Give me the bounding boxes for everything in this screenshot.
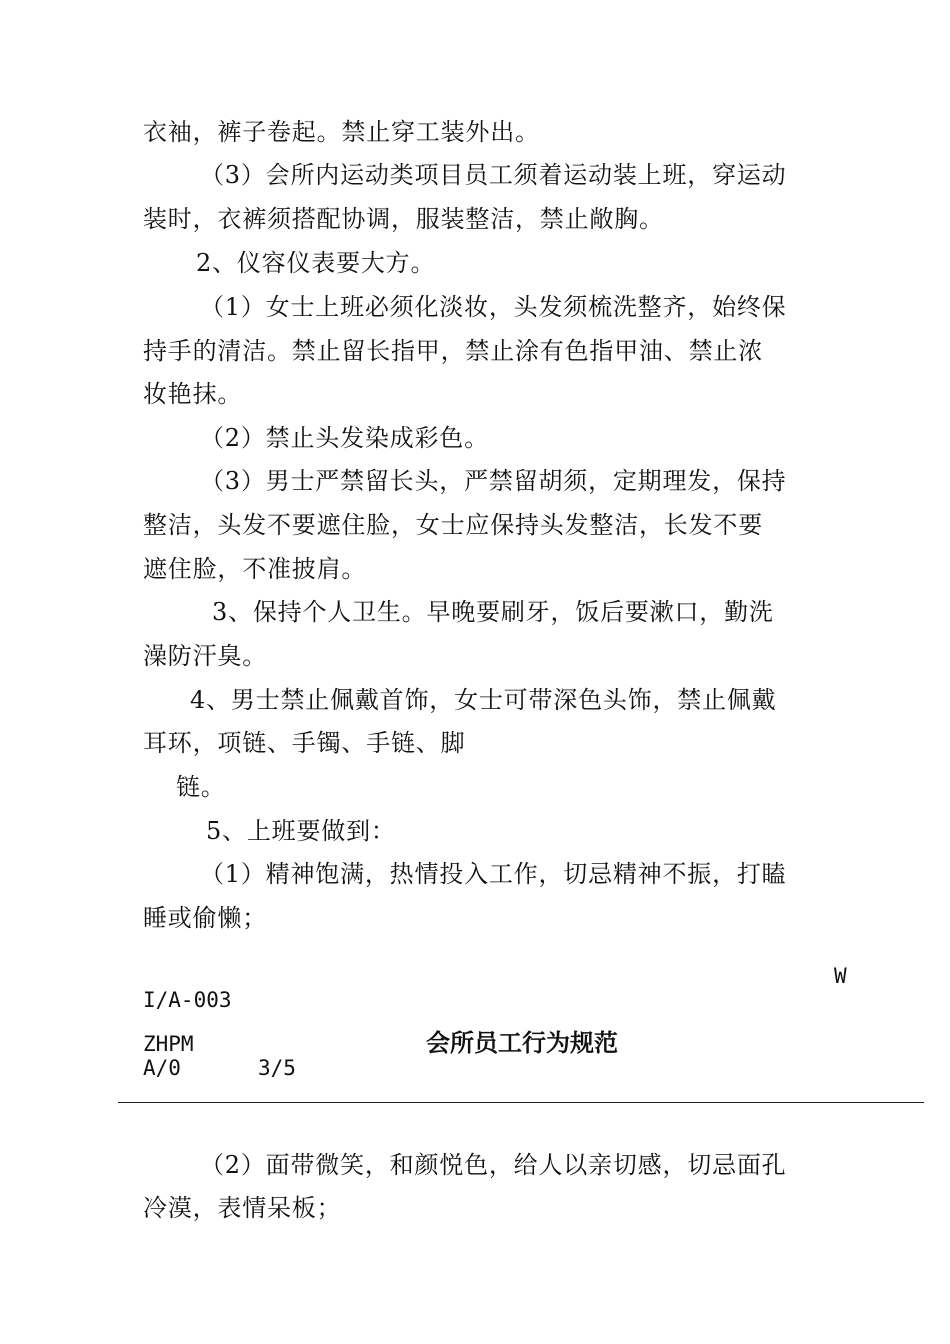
body-line: 链。 (176, 773, 226, 801)
body-line: （2）面带微笑，和颜悦色，给人以亲切感，切忌面孔 (200, 1151, 787, 1179)
body-line: （1）精神饱满，热情投入工作，切忌精神不振，打瞌 (200, 860, 787, 888)
body-line: （1）女士上班必须化淡妆，头发须梳洗整齐，始终保 (200, 293, 787, 321)
doc-number: I/A-003 (143, 988, 232, 1012)
body-line: （2）禁止头发染成彩色。 (200, 424, 489, 452)
version-label: A/0 (143, 1056, 181, 1080)
body-line: 整洁，头发不要遮住脸，女士应保持头发整洁，长发不要 (143, 511, 763, 539)
page-number: 3/5 (258, 1056, 296, 1080)
header-mark: W (834, 964, 847, 988)
header-divider (118, 1102, 924, 1103)
body-line: 3、保持个人卫生。早晚要刷牙，饭后要漱口，勤洗 (212, 598, 774, 626)
body-line: 5、上班要做到： (206, 817, 396, 845)
body-line: 持手的清洁。禁止留长指甲，禁止涂有色指甲油、禁止浓 (143, 337, 763, 365)
document-title: 会所员工行为规范 (426, 1029, 618, 1057)
body-line: 睡或偷懒； (143, 904, 267, 932)
body-line: 装时，衣裤须搭配协调，服装整洁，禁止敞胸。 (143, 205, 664, 233)
body-line: 2、仪容仪表要大方。 (196, 249, 436, 277)
body-line: （3）会所内运动类项目员工须着运动装上班，穿运动 (200, 161, 787, 189)
body-line: 冷漠，表情呆板； (143, 1194, 342, 1222)
body-line: 衣袖，裤子卷起。禁止穿工装外出。 (143, 118, 540, 146)
body-line: 遮住脸，不准披肩。 (143, 555, 367, 583)
body-line: （3）男士严禁留长头，严禁留胡须，定期理发，保持 (200, 467, 787, 495)
body-line: 妆艳抹。 (143, 380, 243, 408)
body-line: 4、男士禁止佩戴首饰，女士可带深色头饰，禁止佩戴 (190, 686, 777, 714)
body-line: 耳环，项链、手镯、手链、脚 (143, 729, 466, 757)
body-line: 澡防汗臭。 (143, 642, 267, 670)
company-code: ZHPM (143, 1032, 194, 1056)
